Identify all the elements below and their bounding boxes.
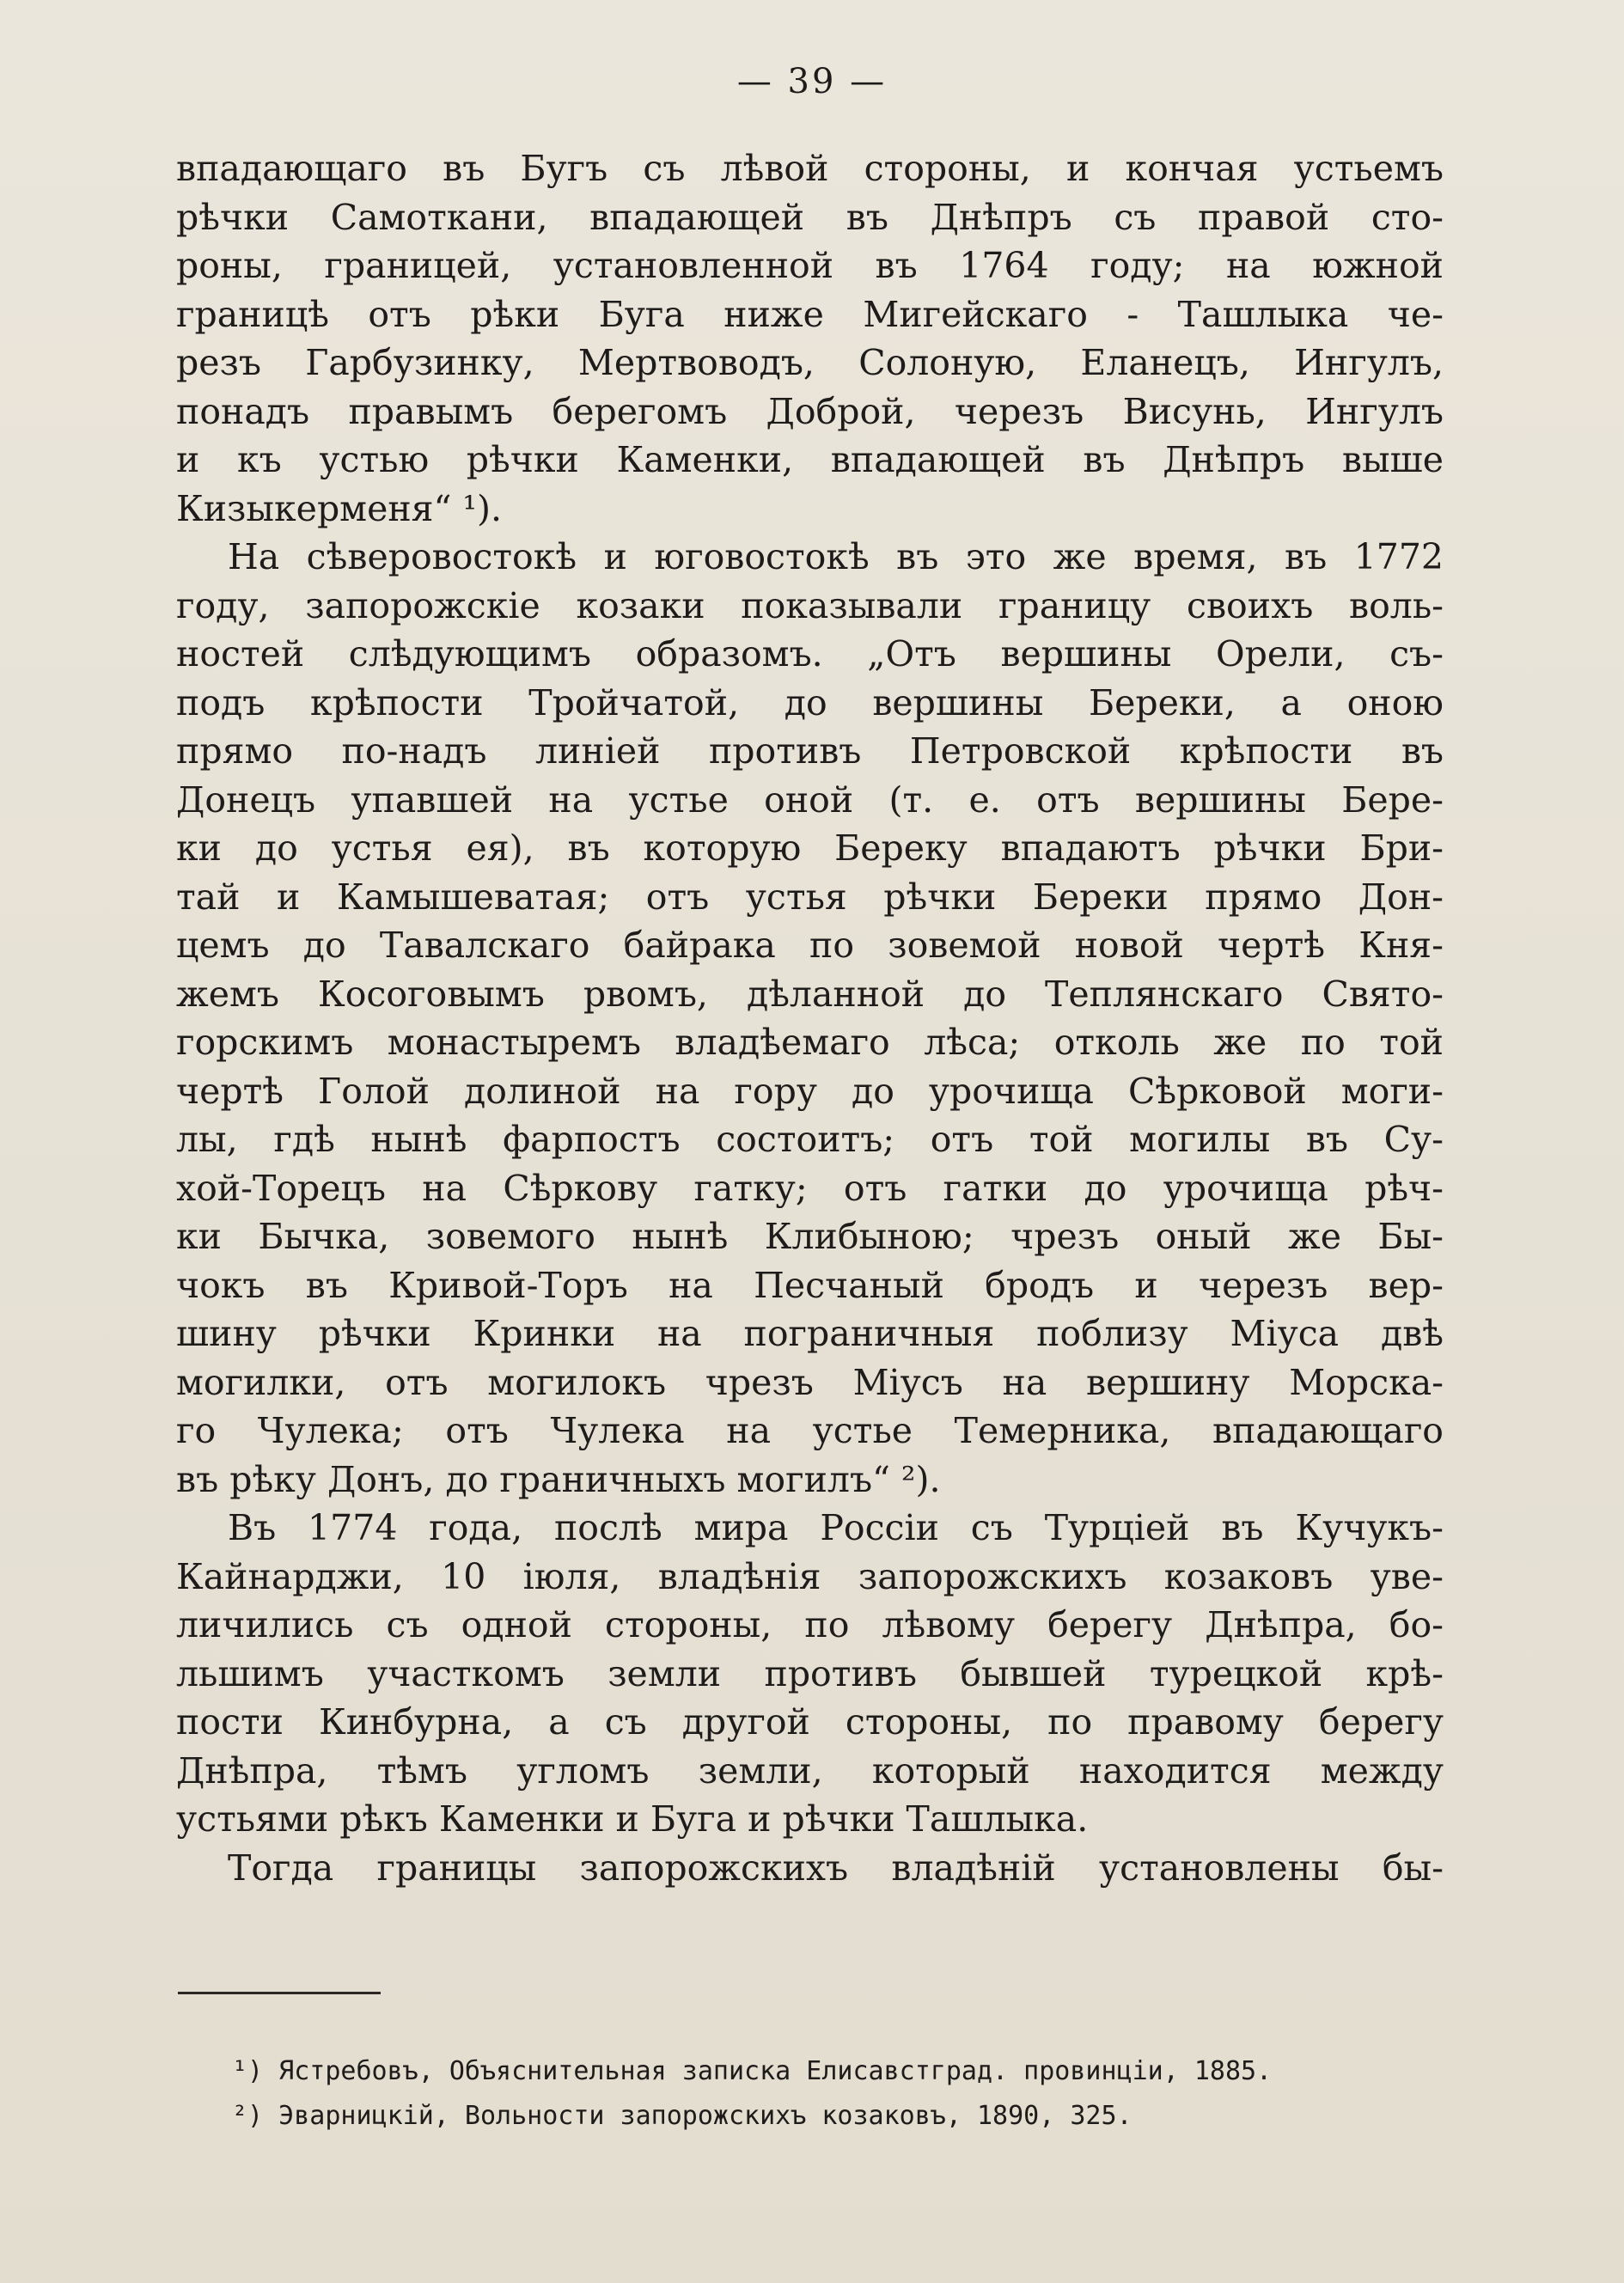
text-line: границѣ отъ рѣки Буга ниже Мигейскаго - Ташлыка че- <box>176 293 1444 335</box>
text-line: ки до устья ея), въ которую Береку впадаютъ рѣчки Бри- <box>176 827 1444 869</box>
text-line: впадающаго въ Бугъ съ лѣвой стороны, и кончая устьемъ <box>176 148 1444 189</box>
text-line: лы, гдѣ нынѣ фарпостъ состоитъ; отъ той могилы въ Су- <box>176 1119 1444 1160</box>
text-line: жемъ Косоговымъ рвомъ, дѣланной до Теплянскаго Свято- <box>176 973 1444 1015</box>
text-line: въ рѣку Донъ, до граничныхъ могилъ“ ²). <box>176 1458 941 1500</box>
text-line: Кизыкерменя“ ¹). <box>176 487 502 529</box>
text-line: Днѣпра, тѣмъ угломъ земли, который находится между <box>176 1749 1444 1792</box>
text-line: личились съ одной стороны, по лѣвому берегу Днѣпра, бо- <box>176 1604 1444 1645</box>
footnote: ²) Эварницкій, Вольности запорожскихъ козаковъ, 1890, 325. <box>232 2101 1133 2131</box>
text-line: шину рѣчки Кринки на пограничныя поблизу Міуса двѣ <box>176 1313 1444 1354</box>
text-line: пости Кинбурна, а съ другой стороны, по правому берегу <box>176 1701 1444 1743</box>
text-line: рѣчки Самоткани, впадающей въ Днѣпръ съ правой сто- <box>176 196 1444 238</box>
text-line: хой-Торецъ на Сѣркову гатку; отъ гатки до урочища рѣч- <box>176 1167 1444 1209</box>
text-line: горскимъ монастыремъ владѣемаго лѣса; отколь же по той <box>176 1022 1444 1063</box>
page-number: — 39 — <box>736 62 888 101</box>
text-line: чертѣ Голой долиной на гору до урочища Сѣрковой моги- <box>176 1070 1444 1112</box>
text-line: понадъ правымъ берегомъ Доброй, черезъ Висунь, Ингулъ <box>176 390 1444 432</box>
text-line: тай и Камышеватая; отъ устья рѣчки Береки прямо Дон- <box>176 876 1444 918</box>
text-line: чокъ въ Кривой-Торъ на Песчаный бродъ и черезъ вер- <box>176 1264 1444 1306</box>
body-text <box>176 144 1444 1892</box>
text-line: Кайнарджи, 10 іюля, владѣнія запорожскихъ козаковъ уве- <box>176 1555 1444 1597</box>
text-line: прямо по-надъ линіей противъ Петровской крѣпости въ <box>176 730 1444 772</box>
footnotes <box>232 2049 1418 2139</box>
text-line: цемъ до Тавалскаго байрака по зовемой новой чертѣ Кня- <box>176 925 1444 966</box>
text-line: году, запорожскіе козаки показывали границу своихъ воль- <box>176 584 1444 626</box>
text-line: льшимъ участкомъ земли противъ бывшей турецкой крѣ- <box>176 1652 1444 1694</box>
footnote-divider <box>178 1992 381 1994</box>
text-line: го Чулека; отъ Чулека на устье Темерника, впадающаго <box>176 1410 1444 1451</box>
text-line: устьями рѣкъ Каменки и Буга и рѣчки Ташлыка. <box>176 1798 1089 1840</box>
text-line: могилки, отъ могилокъ чрезъ Міусъ на вершину Морска- <box>176 1361 1444 1403</box>
text-line: ки Бычка, зовемого нынѣ Клибыною; чрезъ оный же Бы- <box>176 1216 1444 1257</box>
text-line: ностей слѣдующимъ образомъ. „Отъ вершины Орели, съ- <box>176 633 1444 675</box>
text-line: Въ 1774 года, послѣ мира Россіи съ Турціей въ Кучукъ- <box>228 1507 1444 1548</box>
footnote: ¹) Ястребовъ, Объяснительная записка Елисавстград. провинціи, 1885. <box>232 2056 1273 2086</box>
text-line: Донецъ упавшей на устье оной (т. е. отъ вершины Бере- <box>176 778 1444 821</box>
text-line: подъ крѣпости Тройчатой, до вершины Береки, а оною <box>176 681 1444 723</box>
text-line: На сѣверовостокѣ и юговостокѣ въ это же время, въ 1772 <box>228 536 1444 577</box>
text-line: роны, границей, установленной въ 1764 году; на южной <box>176 245 1444 286</box>
text-line: резъ Гарбузинку, Мертвоводъ, Солоную, Еланецъ, Ингулъ, <box>176 342 1444 383</box>
text-line: и къ устью рѣчки Каменки, впадающей въ Днѣпръ выше <box>176 439 1444 480</box>
text-line: Тогда границы запорожскихъ владѣній установлены бы- <box>228 1847 1444 1889</box>
